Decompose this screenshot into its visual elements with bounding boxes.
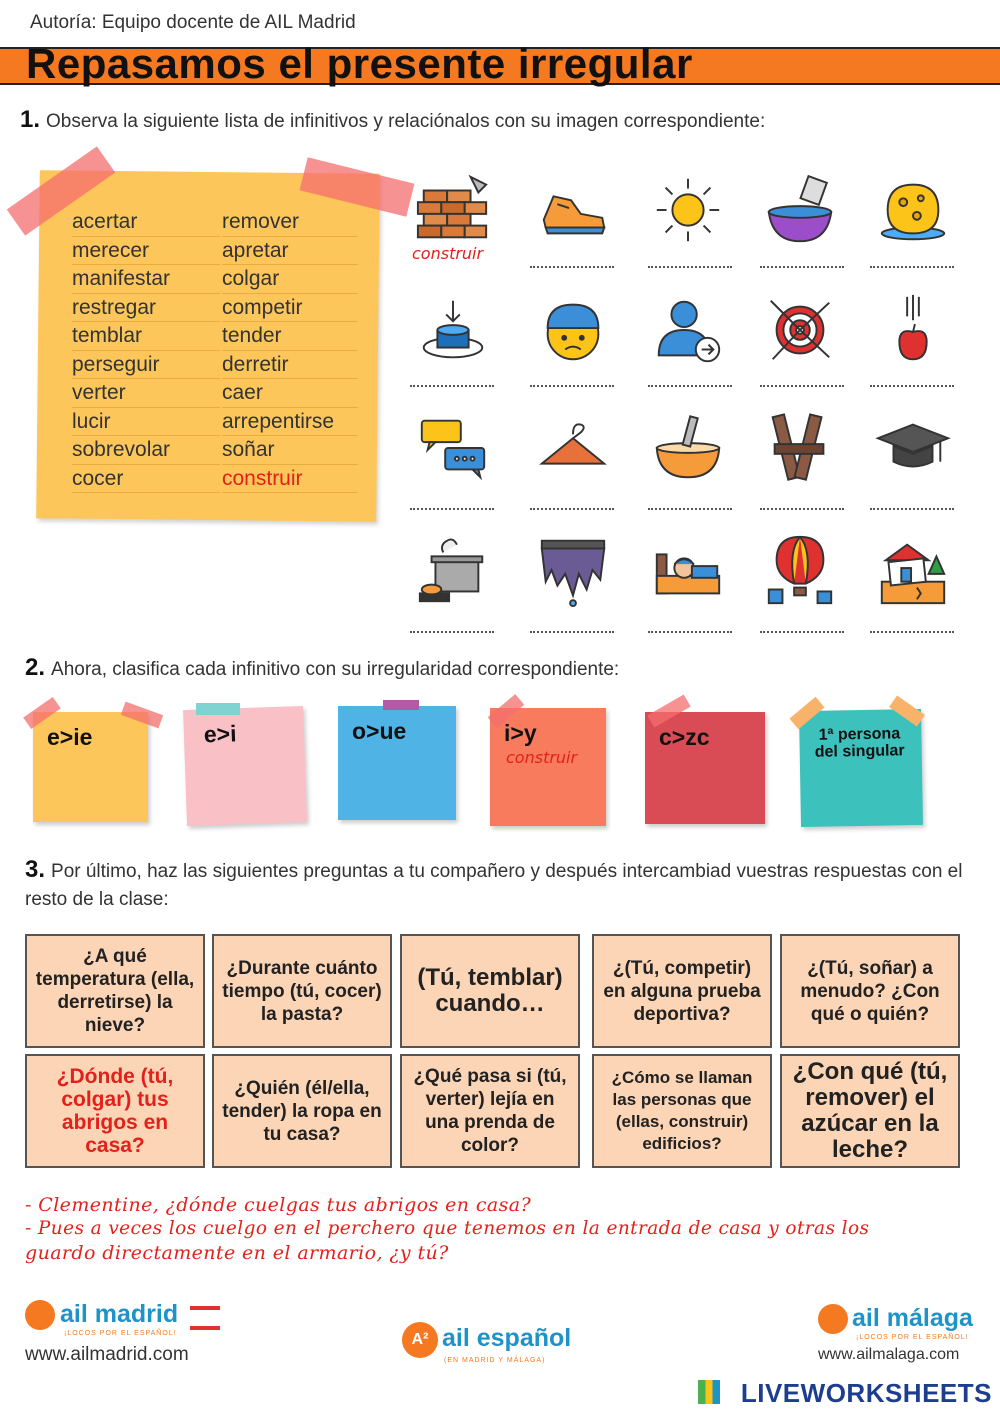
exercise-1-number: 1. (20, 106, 41, 133)
category-label: e>i (203, 720, 237, 748)
exercise-2-number: 2. (25, 654, 46, 681)
answer-blank[interactable] (410, 373, 494, 387)
category-note-e-i[interactable] (183, 706, 307, 826)
answer-blank[interactable] (648, 619, 732, 633)
category-label: 1ª persona del singular (814, 725, 905, 761)
bowl-pour-icon (755, 162, 845, 257)
example-answer-ex1: construir (412, 244, 484, 263)
answer-blank[interactable] (870, 254, 954, 268)
category-note-first-person[interactable] (799, 709, 923, 827)
verb-item: manifestar (72, 265, 220, 294)
category-note-o-ue[interactable] (338, 706, 456, 820)
answer-blank[interactable] (648, 254, 732, 268)
target-icon (755, 282, 845, 377)
verb-item: competir (222, 294, 358, 323)
category-label: i>y (504, 720, 537, 746)
answer-blank[interactable] (530, 373, 614, 387)
verb-item: temblar (72, 322, 220, 351)
answer-blank[interactable] (648, 496, 732, 510)
ail-malaga-logo: ail málaga (852, 1304, 973, 1332)
ail-madrid-tagline: ¡LOCOS POR EL ESPAÑOL! (64, 1330, 177, 1337)
question-card: ¿Qué pasa si (tú, verter) lejía en una prenda de color? (400, 1054, 580, 1168)
verb-item: caer (222, 379, 358, 408)
ail-madrid-logo: ail madrid (60, 1300, 179, 1328)
answer-line: - Clementine, ¿dónde cuelgas tus abrigos en casa? (25, 1194, 532, 1216)
tape (196, 703, 240, 715)
verb-item: remover (222, 208, 358, 237)
tape (383, 700, 419, 710)
category-note-e-ie[interactable] (33, 712, 148, 822)
verb-item: colgar (222, 265, 358, 294)
verb-item: acertar (72, 208, 220, 237)
answer-blank[interactable] (530, 619, 614, 633)
question-card-example: ¿Dónde (tú, colgar) tus abrigos en casa? (25, 1054, 205, 1168)
verb-item: derretir (222, 351, 358, 380)
sleeping-bed-icon (643, 522, 733, 617)
hanger-icon (528, 400, 618, 495)
ail-madrid-url[interactable]: www.ailmadrid.com (25, 1344, 189, 1365)
verb-item: sobrevolar (72, 436, 220, 465)
melting-ice-icon (528, 522, 618, 617)
exercise-3-heading (25, 856, 985, 914)
answer-blank[interactable] (760, 373, 844, 387)
mixing-bowl-icon (643, 400, 733, 495)
sad-face-icon (528, 282, 618, 377)
hot-air-balloon-icon (755, 522, 845, 617)
answer-blank[interactable] (530, 496, 614, 510)
exercise-2-heading (25, 654, 619, 684)
question-card: ¿Con qué (tú, remover) el azúcar en la leche? (780, 1054, 960, 1168)
author-line: Autoría: Equipo docente de AIL Madrid (30, 12, 356, 33)
question-card: ¿(Tú, competir) en alguna prueba deportiva? (592, 934, 772, 1048)
clothespins-icon (755, 400, 845, 495)
question-card: (Tú, temblar) cuando… (400, 934, 580, 1048)
press-button-icon (408, 282, 498, 377)
verb-column-1 (72, 208, 220, 493)
sun-icon (643, 162, 733, 257)
verb-item: lucir (72, 408, 220, 437)
answer-blank[interactable] (870, 373, 954, 387)
answer-blank[interactable] (760, 496, 844, 510)
ail-malaga-logo-icon (818, 1304, 848, 1334)
verb-item: soñar (222, 436, 358, 465)
exercise-1-heading (20, 106, 765, 136)
verb-item: arrepentirse (222, 408, 358, 437)
verb-item: cocer (72, 465, 220, 494)
user-arrow-icon (643, 282, 733, 377)
verb-item: perseguir (72, 351, 220, 380)
verb-item: merecer (72, 237, 220, 266)
chat-bubbles-icon (408, 400, 498, 495)
verb-item: verter (72, 379, 220, 408)
sponge-icon (868, 162, 958, 257)
exercise-2-text: Ahora, clasifica cada infinitivo con su irregularidad correspondiente: (51, 659, 620, 680)
category-note-i-y[interactable] (490, 708, 606, 826)
question-card: ¿Quién (él/ella, tender) la ropa en tu casa? (212, 1054, 392, 1168)
answer-blank[interactable] (648, 373, 732, 387)
answer-blank[interactable] (870, 619, 954, 633)
verb-item: apretar (222, 237, 358, 266)
earthquake-house-icon (868, 522, 958, 617)
instituto-cervantes-icon (190, 1306, 220, 1330)
category-label: c>zc (659, 724, 710, 750)
answer-blank[interactable] (760, 619, 844, 633)
verb-item-example: construir (222, 465, 358, 494)
exercise-1-text: Observa la siguiente lista de infinitivos y relaciónalos con su imagen correspondiente: (46, 111, 766, 132)
ail-espanol-badge: A² (402, 1322, 438, 1358)
answer-line: - Pues a veces los cuelgo en el perchero que tenemos en la entrada de casa y otras los (25, 1218, 870, 1239)
answer-line: guardo directamente en el armario, ¿y tú? (25, 1242, 449, 1264)
answer-blank[interactable] (410, 619, 494, 633)
question-card: ¿Cómo se llaman las personas que (ellas, construir) edificios? (592, 1054, 772, 1168)
verb-item: restregar (72, 294, 220, 323)
question-card: ¿Durante cuánto tiempo (tú, cocer) la pasta? (212, 934, 392, 1048)
bricks-icon (408, 162, 498, 257)
answer-blank[interactable] (530, 254, 614, 268)
verb-item: tender (222, 322, 358, 351)
ail-malaga-url[interactable]: www.ailmalaga.com (818, 1346, 960, 1363)
falling-apple-icon (868, 282, 958, 377)
example-answer-ex2: construir (506, 748, 578, 767)
graduation-cap-icon (868, 400, 958, 495)
ail-espanol-logo: ail español (442, 1324, 572, 1352)
liveworksheets-brand[interactable]: LIVEWORKSHEETS (740, 1378, 992, 1408)
ail-espanol-tagline: (EN MADRID Y MÁLAGA) (444, 1357, 546, 1364)
category-label: e>ie (47, 724, 93, 750)
cooking-pot-icon (408, 522, 498, 617)
page-title: Repasamos el presente irregular (26, 40, 693, 87)
ail-madrid-logo-icon (25, 1300, 55, 1330)
question-card: ¿A qué temperatura (ella, derretirse) la nieve? (25, 934, 205, 1048)
category-note-c-zc[interactable] (645, 712, 765, 824)
answer-blank[interactable] (760, 254, 844, 268)
verb-column-2 (222, 208, 358, 493)
ail-malaga-tagline: ¡LOCOS POR EL ESPAÑOL! (856, 1334, 969, 1341)
category-label: o>ue (352, 718, 407, 744)
question-card: ¿(Tú, soñar) a menudo? ¿Con qué o quién? (780, 934, 960, 1048)
answer-blank[interactable] (410, 496, 494, 510)
exercise-3-text: Por último, haz las siguientes preguntas a tu compañero y después intercambiad vuestras respuestas con el resto de la clase: (25, 861, 963, 910)
answer-blank[interactable] (870, 496, 954, 510)
running-shoe-icon (528, 162, 618, 257)
liveworksheets-icon (698, 1380, 720, 1404)
exercise-3-number: 3. (25, 856, 46, 883)
